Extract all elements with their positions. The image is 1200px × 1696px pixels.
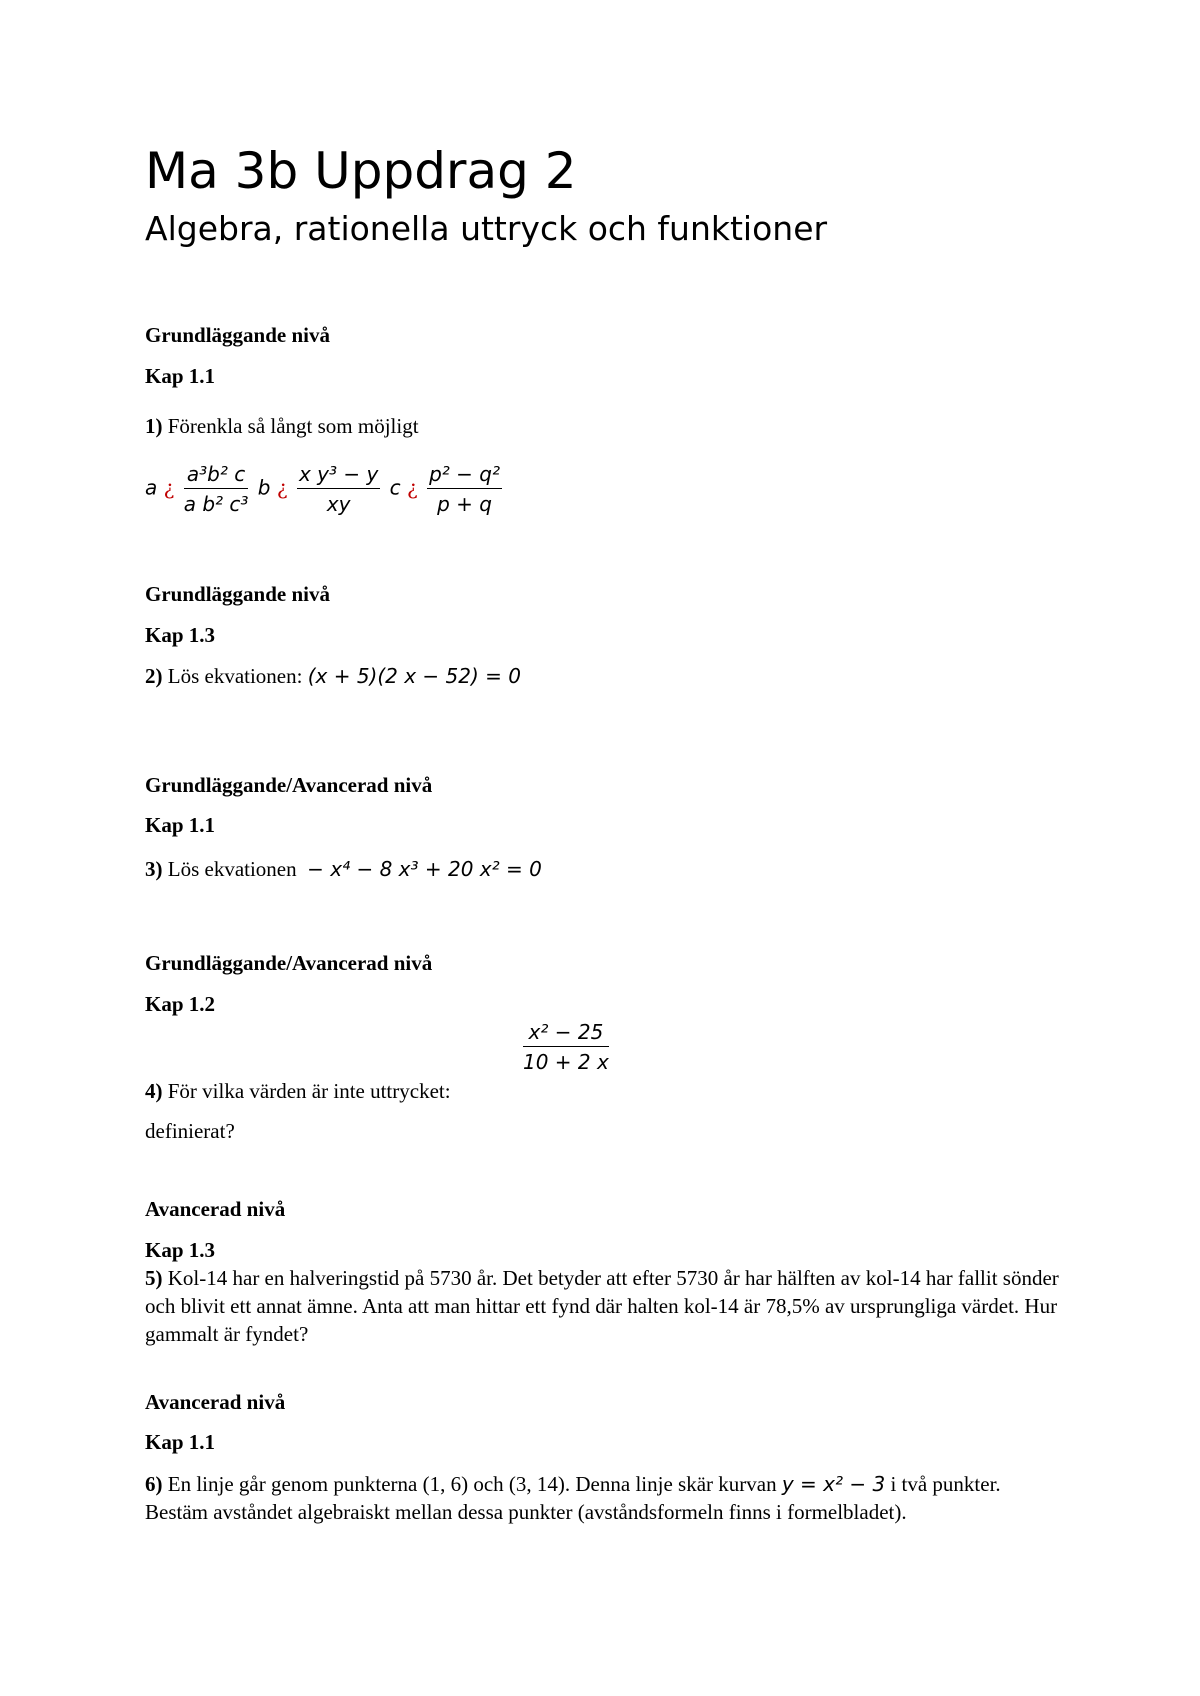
part-c-label: c: [389, 475, 401, 500]
document-title: Ma 3b Uppdrag 2: [145, 142, 577, 200]
expression-denominator: 10 + 2 x: [523, 1050, 609, 1074]
question-text: För vilka värden är inte uttrycket:: [167, 1079, 451, 1103]
question-text: Lös ekvationen: [167, 857, 297, 881]
question-text-continued: i två punkter. Bestäm avståndet algebraiskt mellan dessa punkter (avståndsformeln finns i formelbladet).: [145, 1472, 1001, 1524]
question-6: [145, 1470, 1065, 1526]
part-a-label: a: [145, 475, 158, 500]
equation: (x + 5)(2 x − 52) = 0: [307, 664, 521, 688]
question-2: [145, 662, 521, 690]
document-subtitle: Algebra, rationella uttryck och funktioner: [145, 209, 828, 248]
fraction-c: [427, 462, 502, 516]
missing-glyph-icon: ¿: [276, 475, 288, 500]
fraction-b-numerator: x y³ − y: [297, 462, 380, 489]
question-number: 4): [145, 1079, 163, 1103]
expression-numerator: x² − 25: [523, 1020, 609, 1047]
question-number: 2): [145, 664, 163, 688]
curve-equation: y = x² − 3: [781, 1472, 886, 1496]
question-text: Lös ekvationen:: [167, 664, 303, 688]
question-number: 1): [145, 414, 163, 438]
section-level: Grundläggande nivå: [145, 323, 330, 347]
section-chapter: Kap 1.2: [145, 992, 216, 1016]
fraction-c-numerator: p² − q²: [427, 462, 502, 489]
section-level: Grundläggande/Avancerad nivå: [145, 773, 433, 797]
question-3: [145, 855, 542, 883]
section-chapter: Kap 1.1: [145, 1430, 216, 1454]
question-number: 3): [145, 857, 163, 881]
question-text: Förenkla så långt som möjligt: [167, 414, 419, 438]
section-level: Grundläggande nivå: [145, 582, 330, 606]
rational-expression: [523, 1020, 609, 1074]
section-chapter: Kap 1.3: [145, 623, 216, 647]
section-chapter: Kap 1.3: [145, 1238, 216, 1262]
equation: − x⁴ − 8 x³ + 20 x² = 0: [307, 857, 542, 881]
section-chapter: Kap 1.1: [145, 813, 216, 837]
question-1: [145, 412, 419, 440]
section-chapter: Kap 1.1: [145, 364, 216, 388]
question-4-continued: definierat?: [145, 1119, 235, 1143]
fraction-b: [297, 462, 380, 516]
question-4-fraction: [520, 1020, 612, 1074]
missing-glyph-icon: ¿: [407, 475, 418, 500]
question-4: [145, 1077, 451, 1105]
section-level: Avancerad nivå: [145, 1390, 286, 1414]
question-text: En linje går genom punkterna (1, 6) och (3, 14). Denna linje skär kurvan: [167, 1472, 777, 1496]
fraction-a: [184, 462, 249, 516]
question-number: 5): [145, 1266, 163, 1290]
section-level: Avancerad nivå: [145, 1197, 286, 1221]
question-number: 6): [145, 1472, 163, 1496]
missing-glyph-icon: ¿: [163, 475, 175, 500]
question-5: [145, 1264, 1065, 1348]
question-text: Kol-14 har en halveringstid på 5730 år. Det betyder att efter 5730 år har hälften av kol-14 har fallit sönder och blivit ett annat ämne. Anta att man hittar ett fynd där halten kol-14 är 78,5% av ursprungliga värdet. Hur gammalt är fyndet?: [145, 1266, 1059, 1346]
fraction-b-denominator: xy: [326, 492, 351, 516]
fraction-a-denominator: a b² c³: [183, 492, 249, 516]
fraction-c-denominator: p + q: [437, 492, 492, 516]
section-level: Grundläggande/Avancerad nivå: [145, 951, 433, 975]
part-b-label: b: [257, 475, 271, 500]
question-1-expressions: [145, 462, 505, 516]
fraction-a-numerator: a³b² c: [184, 462, 249, 489]
